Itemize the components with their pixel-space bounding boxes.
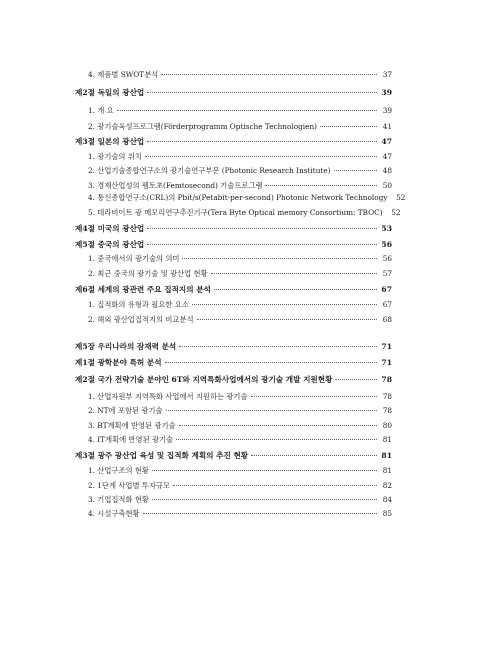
toc-entry[interactable] xyxy=(88,493,392,507)
toc-entry-page-number: 78 xyxy=(382,406,392,415)
toc-entry[interactable] xyxy=(75,135,392,149)
toc-entry[interactable] xyxy=(75,222,392,236)
toc-entry[interactable] xyxy=(88,390,392,404)
toc-dot-leader xyxy=(265,185,377,186)
toc-dot-leader xyxy=(152,499,377,500)
toc-entry-page-number: 84 xyxy=(382,495,392,504)
toc-entry-page-number: 56 xyxy=(381,240,392,249)
toc-dot-leader xyxy=(334,170,377,171)
toc-entry[interactable] xyxy=(75,340,392,354)
toc-entry-label: 1. 산업구조의 현황 xyxy=(88,466,149,475)
toc-dot-leader xyxy=(211,273,377,274)
toc-dot-leader xyxy=(320,126,377,127)
toc-entry-label: 제3절 광주 광산업 육성 및 집적화 계획의 추진 현황 xyxy=(75,451,249,460)
toc-dot-leader xyxy=(117,110,377,111)
toc-entry-page-number: 56 xyxy=(382,254,392,263)
toc-dot-leader xyxy=(147,92,377,93)
toc-entry-label: 제4절 미국의 광산업 xyxy=(75,224,145,233)
toc-entry-label: 2. 최근 중국의 광기술 및 광산업 현황 xyxy=(88,269,208,278)
toc-entry[interactable] xyxy=(75,449,392,463)
toc-entry-page-number: 39 xyxy=(381,88,392,97)
toc-entry-page-number: 57 xyxy=(382,269,392,278)
toc-dot-leader xyxy=(147,141,377,142)
toc-entry-page-number: 47 xyxy=(382,152,392,161)
toc-dot-leader xyxy=(145,156,377,157)
toc-entry-page-number: 53 xyxy=(381,224,392,233)
toc-entry[interactable] xyxy=(75,356,392,370)
toc-entry-page-number: 48 xyxy=(382,166,392,175)
toc-dot-leader xyxy=(166,410,377,411)
toc-dot-leader xyxy=(179,346,377,347)
toc-entry[interactable] xyxy=(75,373,392,387)
toc-entry-label: 1. 중국에서의 광기술의 의미 xyxy=(88,254,180,263)
toc-entry-page-number: 80 xyxy=(382,421,392,430)
toc-entry-label: 제5장 우리나라의 잠재력 분석 xyxy=(75,342,177,351)
toc-entry-page-number: 81 xyxy=(382,435,392,444)
toc-entry[interactable] xyxy=(75,238,392,252)
toc-dot-leader xyxy=(192,304,377,305)
toc-dot-leader xyxy=(152,470,377,471)
toc-entry[interactable] xyxy=(75,283,392,297)
toc-entry-page-number: 71 xyxy=(381,342,392,351)
toc-entry[interactable] xyxy=(88,150,392,164)
toc-entry-page-number: 82 xyxy=(382,481,392,490)
toc-entry-page-number: 67 xyxy=(381,285,392,294)
toc-dot-leader xyxy=(176,439,377,440)
toc-entry[interactable] xyxy=(88,464,392,478)
toc-entry-label: 제6절 세계의 광관련 주요 집적지의 분석 xyxy=(75,285,211,294)
toc-entry-label: 2. NT에 포함된 광기술 xyxy=(88,406,163,415)
toc-entry[interactable] xyxy=(88,206,401,220)
toc-entry-page-number: 37 xyxy=(382,70,392,79)
toc-dot-leader xyxy=(182,258,377,259)
toc-dot-leader xyxy=(165,362,377,363)
toc-entry[interactable] xyxy=(88,120,392,134)
toc-dot-leader xyxy=(147,228,377,229)
toc-entry-label: 5. 테라비이트 광 메모리연구추진기구(Tera Byte Optical memory Consortium: TBOC) xyxy=(88,208,383,217)
toc-dot-leader xyxy=(197,319,377,320)
toc-dot-leader xyxy=(143,513,377,514)
toc-entry[interactable] xyxy=(88,252,392,266)
toc-entry-page-number: 52 xyxy=(391,208,401,217)
toc-entry[interactable] xyxy=(88,191,406,205)
toc-entry[interactable] xyxy=(88,404,392,418)
toc-entry-label: 4. 제품별 SWOT분석 xyxy=(88,70,159,79)
toc-entry-page-number: 78 xyxy=(382,392,392,401)
toc-entry[interactable] xyxy=(88,104,392,118)
toc-entry-label: 제1절 광학분야 특허 분석 xyxy=(75,358,162,367)
toc-dot-leader xyxy=(173,485,377,486)
toc-entry-label: 4. 통신종합연구소(CRL)의 Pbit/s(Petabit-per-second) Photonic Network Technology xyxy=(88,193,388,202)
toc-entry-page-number: 71 xyxy=(381,358,392,367)
toc-entry[interactable] xyxy=(88,479,392,493)
toc-entry-page-number: 39 xyxy=(382,106,392,115)
toc-dot-leader xyxy=(251,396,377,397)
toc-entry-label: 2. 산업기술종합연구소의 광기술연구부문 (Photonic Research Institute) xyxy=(88,166,331,175)
toc-entry-page-number: 47 xyxy=(381,137,392,146)
toc-entry-page-number: 50 xyxy=(382,181,392,190)
toc-entry[interactable] xyxy=(88,507,392,521)
toc-dot-leader xyxy=(161,74,377,75)
toc-dot-leader xyxy=(335,379,377,380)
toc-dot-leader xyxy=(179,425,377,426)
toc-entry-label: 1. 산업자원부 지역특화 사업에서 지원하는 광기술 xyxy=(88,392,248,401)
toc-entry[interactable] xyxy=(88,433,392,447)
toc-entry-label: 2. 1단계 사업별 투자규모 xyxy=(88,481,171,490)
toc-entry-label: 4. IT계획에 반영된 광기술 xyxy=(88,435,174,444)
toc-dot-leader xyxy=(251,455,377,456)
toc-entry-label: 2. 광기술육성프로그램(Förderprogramm Optische Technologien) xyxy=(88,122,317,131)
toc-entry-label: 제2절 독일의 광산업 xyxy=(75,88,145,97)
toc-entry-label: 1. 광기술의 위치 xyxy=(88,152,142,161)
toc-entry-label: 3. 경제산업성의 펨토초(Femtosecond) 기술프로그램 xyxy=(88,181,263,190)
toc-entry-label: 제3절 일본의 광산업 xyxy=(75,137,145,146)
toc-entry[interactable] xyxy=(88,313,392,327)
toc-entry[interactable] xyxy=(75,86,392,100)
toc-entry-label: 3. 기업집적화 현황 xyxy=(88,495,149,504)
toc-entry-page-number: 52 xyxy=(396,193,406,202)
toc-entry-label: 1. 집적화의 유형과 필요한 요소 xyxy=(88,300,189,309)
toc-entry-page-number: 67 xyxy=(382,300,392,309)
toc-dot-leader xyxy=(214,289,377,290)
toc-entry-page-number: 68 xyxy=(382,315,392,324)
toc-entry-page-number: 85 xyxy=(382,509,392,518)
toc-entry-page-number: 81 xyxy=(381,451,392,460)
toc-entry-page-number: 41 xyxy=(382,122,392,131)
toc-entry[interactable] xyxy=(88,419,392,433)
toc-entry[interactable] xyxy=(88,68,392,82)
toc-dot-leader xyxy=(147,244,377,245)
toc-entry-label: 제5절 중국의 광산업 xyxy=(75,240,145,249)
toc-entry-label: 3. BT계획에 반영된 광기술 xyxy=(88,421,176,430)
toc-entry-label: 1. 개 요 xyxy=(88,106,114,115)
toc-entry-page-number: 81 xyxy=(382,466,392,475)
toc-entry-page-number: 78 xyxy=(381,375,392,384)
toc-entry-label: 제2절 국가 전략기술 분야인 6T와 지역특화사업에서의 광기술 개발 지원현황 xyxy=(75,375,333,384)
toc-entry[interactable] xyxy=(88,298,392,312)
toc-entry[interactable] xyxy=(88,267,392,281)
toc-entry-label: 4. 시설구축현황 xyxy=(88,509,140,518)
toc-entry-label: 2. 해외 광산업집적지의 비교분석 xyxy=(88,315,194,324)
toc-entry[interactable] xyxy=(88,164,392,178)
